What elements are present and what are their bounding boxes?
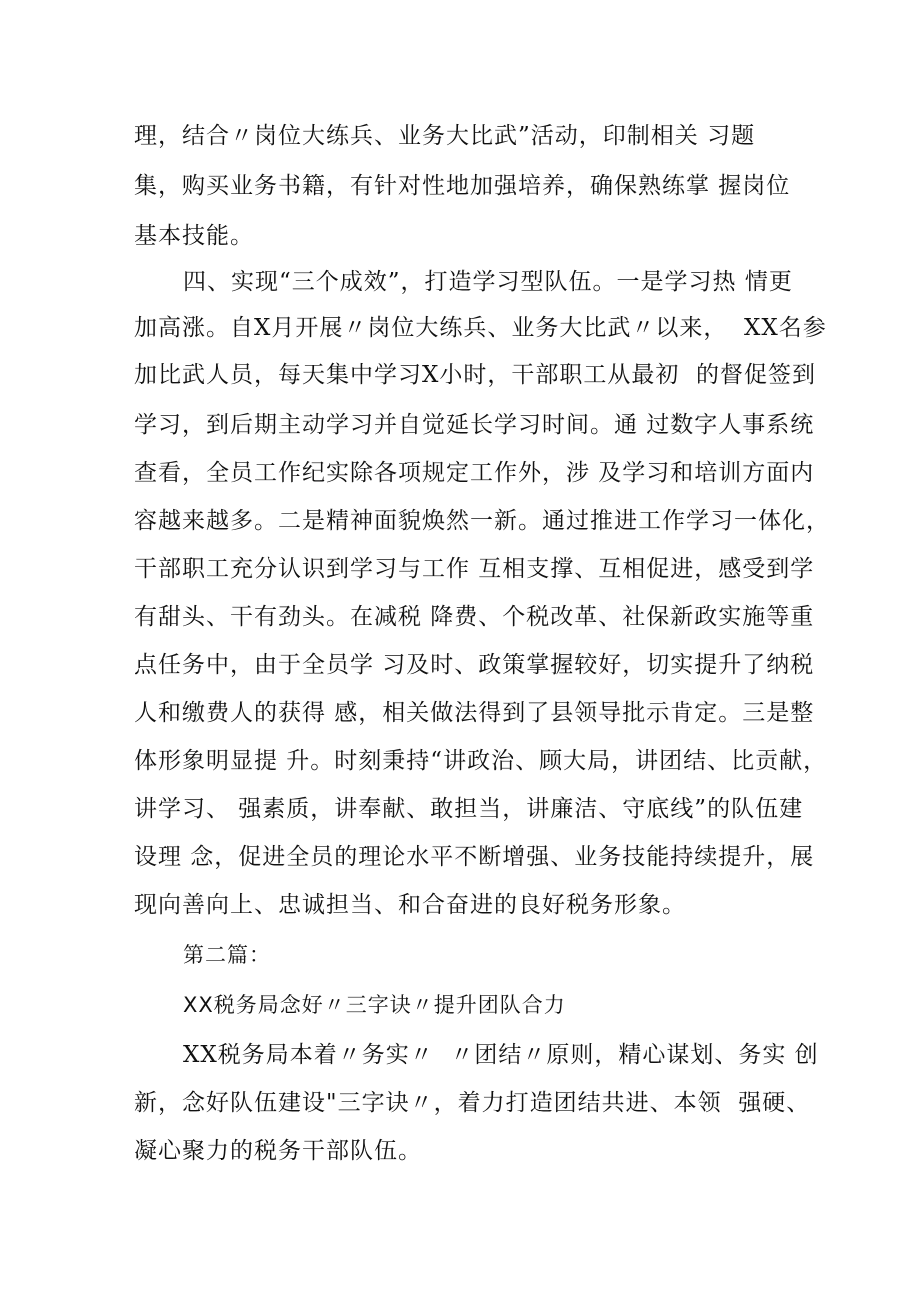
paragraph-line: 讲学习、 强素质，讲奉献、敢担当，讲廉洁、守底线”的队伍建 <box>134 796 804 822</box>
paragraph-line: 学习，到后期主动学习并自觉延长学习时间。通 过数字人事系统 <box>134 412 815 438</box>
paragraph-line: 有甜头、干有劲头。在减税 降费、个税改革、社保新政实施等重 <box>134 604 815 630</box>
paragraph-line: 容越来越多。二是精神面貌焕然一新。通过推进工作学习一体化， <box>134 508 830 534</box>
paragraph-line: 加比武人员，每天集中学习X小时，干部职工从最初 的督促签到 <box>134 362 816 388</box>
paragraph-line: 查看，全员工作纪实除各项规定工作外，涉 及学习和培训方面内 <box>134 460 815 486</box>
paragraph-line: 加高涨。自X月开展〃岗位大练兵、业务大比武〃以来， XX名参 <box>134 315 827 341</box>
paragraph-line: 设理 念，促进全员的理论水平不断增强、业务技能持续提升，展 <box>134 844 815 870</box>
paragraph-line: 人和缴费人的获得 感，相关做法得到了县领导批示肯定。三是整 <box>134 700 815 726</box>
section-label: 第二篇： <box>183 943 271 967</box>
paragraph-line: 集，购买业务书籍，有针对性地加强培养，确保熟练掌 握岗位 <box>134 173 791 199</box>
paragraph-line: 干部职工充分认识到学习与工作 互相支撑、互相促进，感受到学 <box>134 556 815 582</box>
paragraph-line: 基本技能。 <box>134 223 254 249</box>
paragraph-line: 体形象明显提 升。时刻秉持“讲政治、顾大局，讲团结、比贡献， <box>134 748 828 774</box>
paragraph-line: 理，结合〃岗位大练兵、业务大比武”活动，印制相关 习题 <box>134 123 756 149</box>
paragraph-line: 现向善向上、忠诚担当、和合奋进的良好税务形象。 <box>134 892 686 918</box>
paragraph-line: XX税务局本着〃务实〃 〃团结〃原则，精心谋划、务实 创 <box>183 1042 819 1068</box>
paragraph-line: 四、实现“三个成效”，打造学习型队伍。一是学习热 情更 <box>183 269 793 295</box>
paragraph-line: 点任务中，由于全员学 习及时、政策掌握较好，切实提升了纳税 <box>134 652 815 678</box>
article-title: XX税务局念好〃三字诀〃提升团队合力 <box>183 993 566 1017</box>
paragraph-line: 凝心聚力的税务干部队伍。 <box>134 1138 422 1164</box>
paragraph-line: 新，念好队伍建设"三字诀〃，着力打造团结共进、本领 强硬、 <box>134 1090 811 1116</box>
